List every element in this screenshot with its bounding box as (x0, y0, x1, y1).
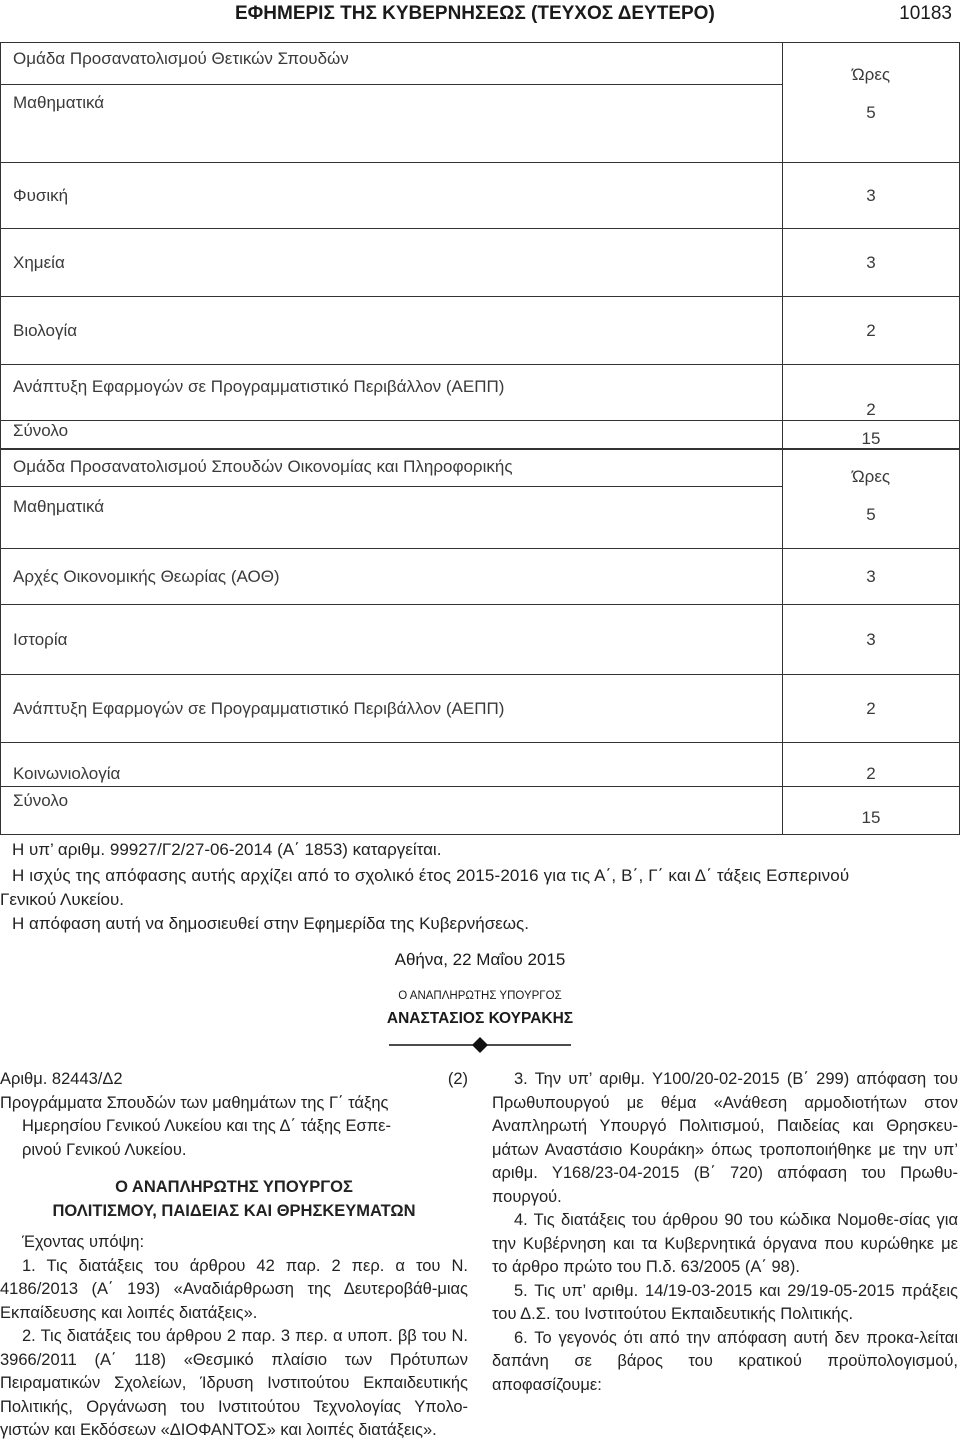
consideration-2: 2. Τις διατάξεις του άρθρου 2 παρ. 3 περ. α υποπ. ββ του Ν. 3966/2011 (Α΄ 118) «Θεσμικό πλαίσιο των Πρότυπων Πειραματικών Σχολείων, Ίδρυση Ινστιτούτου Εκπαιδευτικής Πολιτικής, Οργάνωση του Ινστιτούτου Τεχνολογίας Υπολο-γιστών και Εκδόσεων «ΔΙΟΦΑΝΤΟΣ» και λοιπές διατάξεις». (0, 1327, 468, 1439)
gazette-header (0, 0, 960, 32)
subject-cell: Χημεία (1, 229, 783, 297)
group-title: Ομάδα Προσανατολισμού Σπουδών Οικονομίας και Πληροφορικής (1, 449, 783, 487)
hours-value: 5 (866, 505, 876, 524)
hours-value: 2 (783, 365, 960, 421)
consideration-5: 5. Τις υπ’ αριθμ. 14/19-03-2015 και 29/19-05-2015 πράξεις του Δ.Σ. του Ινστιτούτου Εκπαιδευτικής Πολιτικής. (492, 1281, 958, 1323)
validity-paragraph-cont: Γενικού Λυκείου. (0, 890, 125, 909)
subject-cell: Φυσική (1, 163, 783, 229)
subject-cell: Ιστορία (1, 605, 783, 675)
section-separator (389, 1036, 571, 1054)
consideration-1: 1. Τις διατάξεις του άρθρου 42 παρ. 2 περ. α του Ν. 4186/2013 (Α΄ 193) «Αναδιάρθρωση της Δευτεροβάθ-μιας Εκπαίδευσης και λοιπές διατάξεις». (0, 1256, 468, 1322)
decision-number: Αριθμ. 82443/Δ2 (0, 1070, 123, 1088)
repeal-paragraph: Η υπ’ αριθμ. 99927/Γ2/27-06-2014 (Α΄ 1853) καταργείται. (12, 840, 442, 859)
left-column (0, 1068, 468, 1443)
having-regard: Έχοντας υπόψη: (22, 1233, 145, 1251)
place-date: Αθήνα, 22 Μαΐου 2015 (394, 950, 566, 969)
hours-value: 2 (783, 675, 960, 743)
subject-cell: Μαθηματικά (1, 487, 783, 549)
subject-cell: Ανάπτυξη Εφαρμογών σε Προγραμματιστικό Περιβάλλον (ΑΕΠΠ) (1, 675, 783, 743)
validity-paragraph: Η ισχύς της απόφασης αυτής αρχίζει από το σχολικό έτος 2015-2016 για τις Α΄, Β΄, Γ΄ και Δ΄ τάξεις Εσπερινού (12, 866, 850, 885)
total-label: Σύνολο (1, 787, 783, 835)
decision-heading-line2: Ημερησίου Γενικού Λυκείου και της Δ΄ τάξης Εσπε- (22, 1117, 391, 1135)
subject-cell: Κοινωνιολογία (1, 743, 783, 787)
hours-value: 2 (783, 743, 960, 787)
subject-cell: Ανάπτυξη Εφαρμογών σε Προγραμματιστικό Περιβάλλον (ΑΕΠΠ) (1, 365, 783, 421)
consideration-6: 6. Το γεγονός ότι από την απόφαση αυτή δεν προκα-λείται δαπάνη σε βάρος του κρατικού προϋπολογισμού, αποφασίζουμε: (492, 1328, 958, 1394)
decision-line (0, 1068, 468, 1092)
hours-value: 5 (866, 103, 876, 122)
hours-value: 2 (783, 297, 960, 365)
total-label: Σύνολο (1, 421, 783, 450)
hours-value: 3 (783, 229, 960, 297)
hours-label: Ώρες (851, 65, 891, 84)
publication-paragraph: Η απόφαση αυτή να δημοσιευθεί στην Εφημερίδα της Κυβερνήσεως. (12, 914, 529, 933)
hours-table-science (0, 42, 960, 450)
group-title: Ομάδα Προσανατολισμού Θετικών Σπουδών (1, 43, 783, 85)
hours-value: 3 (783, 549, 960, 605)
decision-reference: (2) (447, 1070, 468, 1088)
gazette-title: ΕΦΗΜΕΡΙΣ ΤΗΣ ΚΥΒΕΡΝΗΣΕΩΣ (ΤΕΥΧΟΣ ΔΕΥΤΕΡΟ) (235, 3, 715, 24)
right-column (492, 1068, 958, 1397)
signer-name: ΑΝΑΣΤΑΣΙΟΣ ΚΟΥΡΑΚΗΣ (386, 1010, 574, 1027)
decision-heading-line3: ρινού Γενικού Λυκείου. (22, 1140, 187, 1159)
hours-label: Ώρες (851, 467, 891, 486)
consideration-4: 4. Τις διατάξεις του άρθρου 90 του κώδικα Νομοθε-σίας για την Κυβέρνηση και τα Κυβερνητικά όργανα που κυρώθηκε με το άρθρο πρώτο του Π.δ. 63/2005 (Α΄ 98). (492, 1211, 958, 1276)
consideration-3: 3. Την υπ’ αριθμ. Υ100/20-02-2015 (Β΄ 299) απόφαση του Πρωθυπουργού με θέμα «Ανάθεση αρμοδιοτήτων στον Αναπληρωτή Υπουργό Πολιτισμού, Παιδείας και Θρησκευ-μάτων Αναστάσιο Κουράκη» όπως τροποποιήθηκε με την υπ’ αριθμ. Υ168/23-04-2015 (Β΄ 720) απόφαση του Πρωθυ-πουργού. (492, 1070, 958, 1206)
hours-table-economics (0, 448, 960, 835)
subject-cell: Μαθηματικά (1, 85, 783, 163)
hours-header (783, 449, 960, 549)
signer-title: Ο ΑΝΑΠΛΗΡΩΤΗΣ ΥΠΟΥΡΓΟΣ (398, 990, 562, 1002)
subject-cell: Αρχές Οικονομικής Θεωρίας (ΑΟΘ) (1, 549, 783, 605)
separator-diamond-icon (389, 1036, 571, 1054)
total-hours: 15 (783, 421, 960, 450)
total-hours: 15 (783, 787, 960, 835)
decision-heading-line1: Προγράμματα Σπουδών των μαθημάτων της Γ΄ τάξης (0, 1093, 389, 1112)
hours-value: 3 (783, 163, 960, 229)
subject-cell: Βιολογία (1, 297, 783, 365)
minister-title-line1: Ο ΑΝΑΠΛΗΡΩΤΗΣ ΥΠΟΥΡΓΟΣ (115, 1178, 353, 1196)
hours-header (783, 43, 960, 163)
minister-title-line2: ΠΟΛΙΤΙΣΜΟΥ, ΠΑΙΔΕΙΑΣ ΚΑΙ ΘΡΗΣΚΕΥΜΑΤΩΝ (52, 1201, 416, 1220)
page-number: 10183 (899, 3, 952, 24)
hours-value: 3 (783, 605, 960, 675)
